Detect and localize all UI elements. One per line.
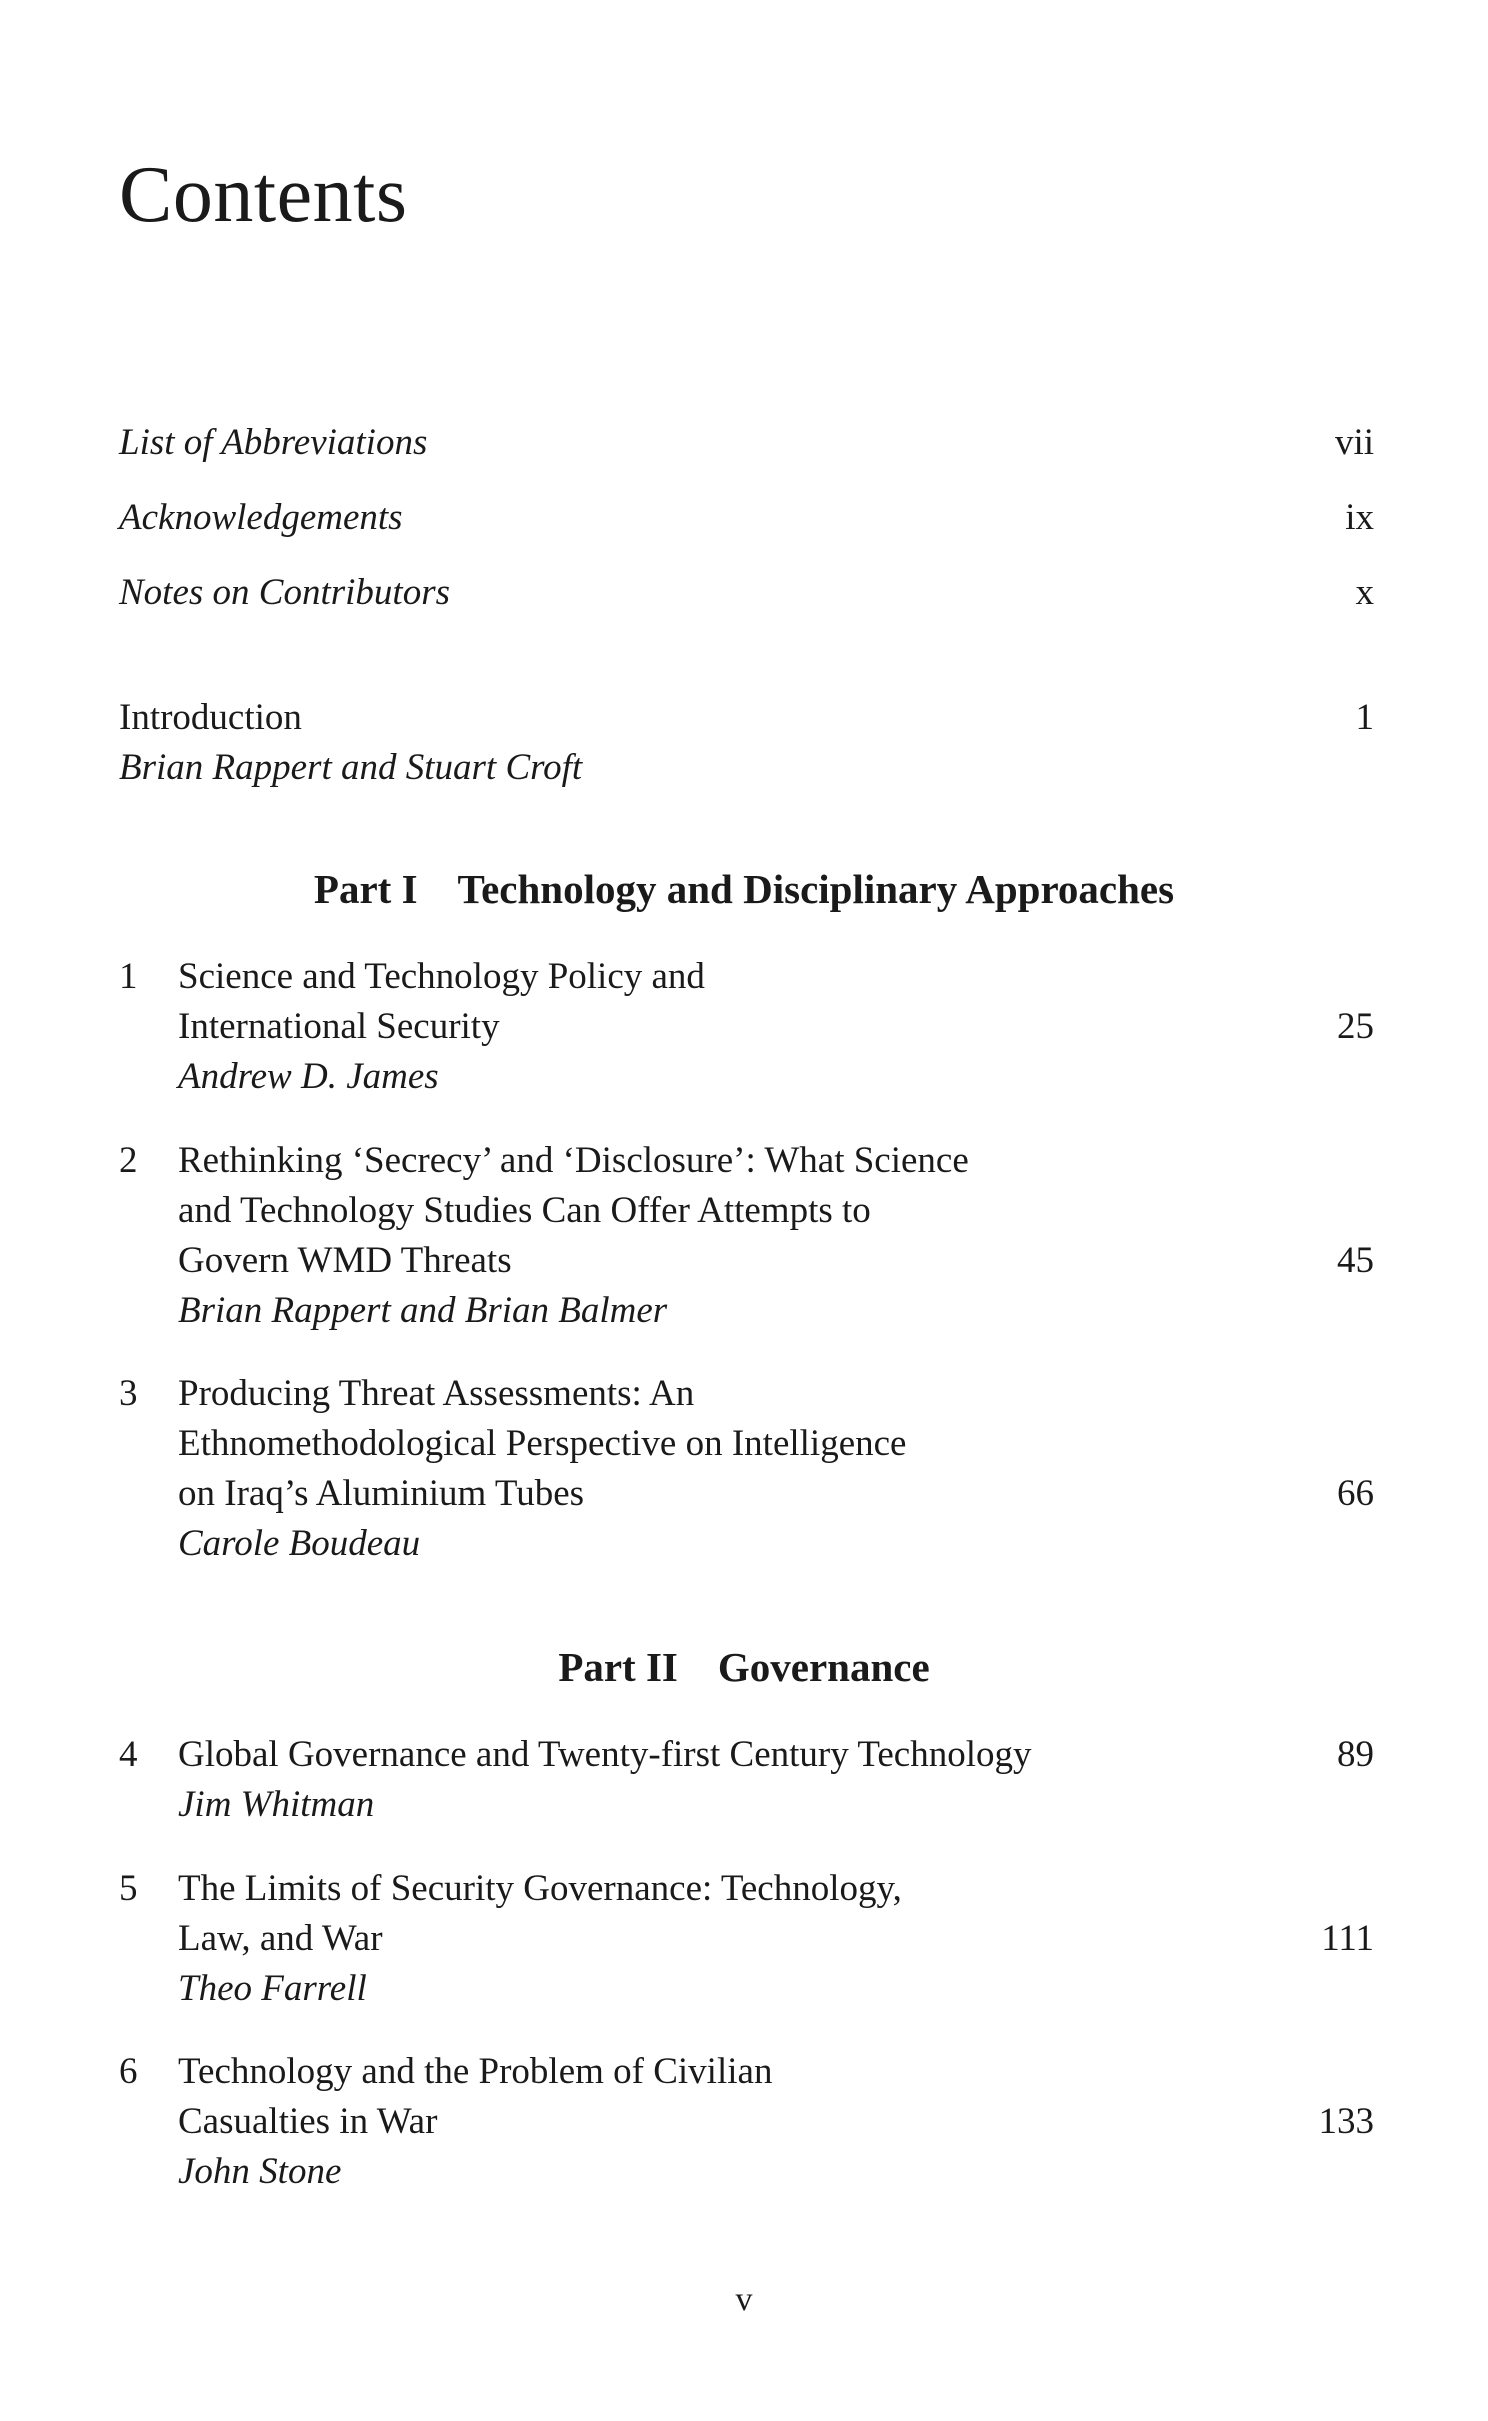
front-matter-title[interactable]: List of Abbreviations: [119, 422, 428, 463]
chapter-authors: John Stone: [178, 2151, 342, 2192]
chapter-title-line[interactable]: Law, and War: [178, 1918, 383, 1959]
chapter-page: 45: [1337, 1240, 1374, 1281]
chapter-page: 133: [1318, 2101, 1374, 2142]
chapter-title-line[interactable]: and Technology Studies Can Offer Attempts to: [178, 1190, 871, 1231]
chapter-title-line[interactable]: Ethnomethodological Perspective on Intelligence: [178, 1423, 907, 1464]
front-matter-page: ix: [1345, 497, 1374, 538]
page-title: Contents: [119, 151, 408, 239]
chapter-authors: Andrew D. James: [178, 1056, 439, 1097]
chapter-title-line[interactable]: Global Governance and Twenty-first Century Technology: [178, 1734, 1032, 1775]
chapter-authors: Jim Whitman: [178, 1784, 375, 1825]
chapter-number: 3: [119, 1373, 138, 1414]
front-matter-page: vii: [1334, 422, 1374, 463]
introduction-title[interactable]: Introduction: [119, 697, 302, 738]
front-matter-title[interactable]: Notes on Contributors: [119, 572, 450, 613]
part-title: Technology and Disciplinary Approaches: [457, 866, 1175, 912]
chapter-title-line[interactable]: Technology and the Problem of Civilian: [178, 2051, 773, 2092]
page-number: v: [735, 2281, 753, 2318]
front-matter-title[interactable]: Acknowledgements: [119, 497, 403, 538]
chapter-title-line[interactable]: International Security: [178, 1006, 500, 1047]
introduction-page: 1: [1355, 697, 1374, 738]
part-label: Part I: [313, 866, 418, 912]
chapter-page: 111: [1321, 1918, 1374, 1959]
chapter-authors: Carole Boudeau: [178, 1523, 421, 1564]
chapter-number: 4: [119, 1734, 138, 1775]
chapter-number: 5: [119, 1868, 138, 1909]
part-heading: [0, 861, 1488, 917]
front-matter-page: x: [1355, 572, 1374, 613]
part-heading: [0, 1639, 1488, 1695]
chapter-title-line[interactable]: Science and Technology Policy and: [178, 956, 705, 997]
chapter-title-line[interactable]: on Iraq’s Aluminium Tubes: [178, 1473, 585, 1514]
chapter-number: 1: [119, 956, 138, 997]
chapter-authors: Theo Farrell: [178, 1968, 367, 2009]
chapter-number: 2: [119, 1140, 138, 1181]
chapter-title-line[interactable]: Producing Threat Assessments: An: [178, 1373, 695, 1414]
part-title: Governance: [717, 1644, 930, 1690]
introduction-authors: Brian Rappert and Stuart Croft: [119, 747, 583, 788]
chapter-title-line[interactable]: Casualties in War: [178, 2101, 438, 2142]
chapter-authors: Brian Rappert and Brian Balmer: [178, 1290, 668, 1331]
chapter-page: 66: [1337, 1473, 1374, 1514]
chapter-title-line[interactable]: Govern WMD Threats: [178, 1240, 512, 1281]
chapter-page: 89: [1337, 1734, 1374, 1775]
chapter-page: 25: [1337, 1006, 1374, 1047]
chapter-number: 6: [119, 2051, 138, 2092]
part-label: Part II: [558, 1644, 678, 1690]
chapter-title-line[interactable]: Rethinking ‘Secrecy’ and ‘Disclosure’: What Science: [178, 1140, 969, 1181]
chapter-title-line[interactable]: The Limits of Security Governance: Technology,: [178, 1868, 902, 1909]
